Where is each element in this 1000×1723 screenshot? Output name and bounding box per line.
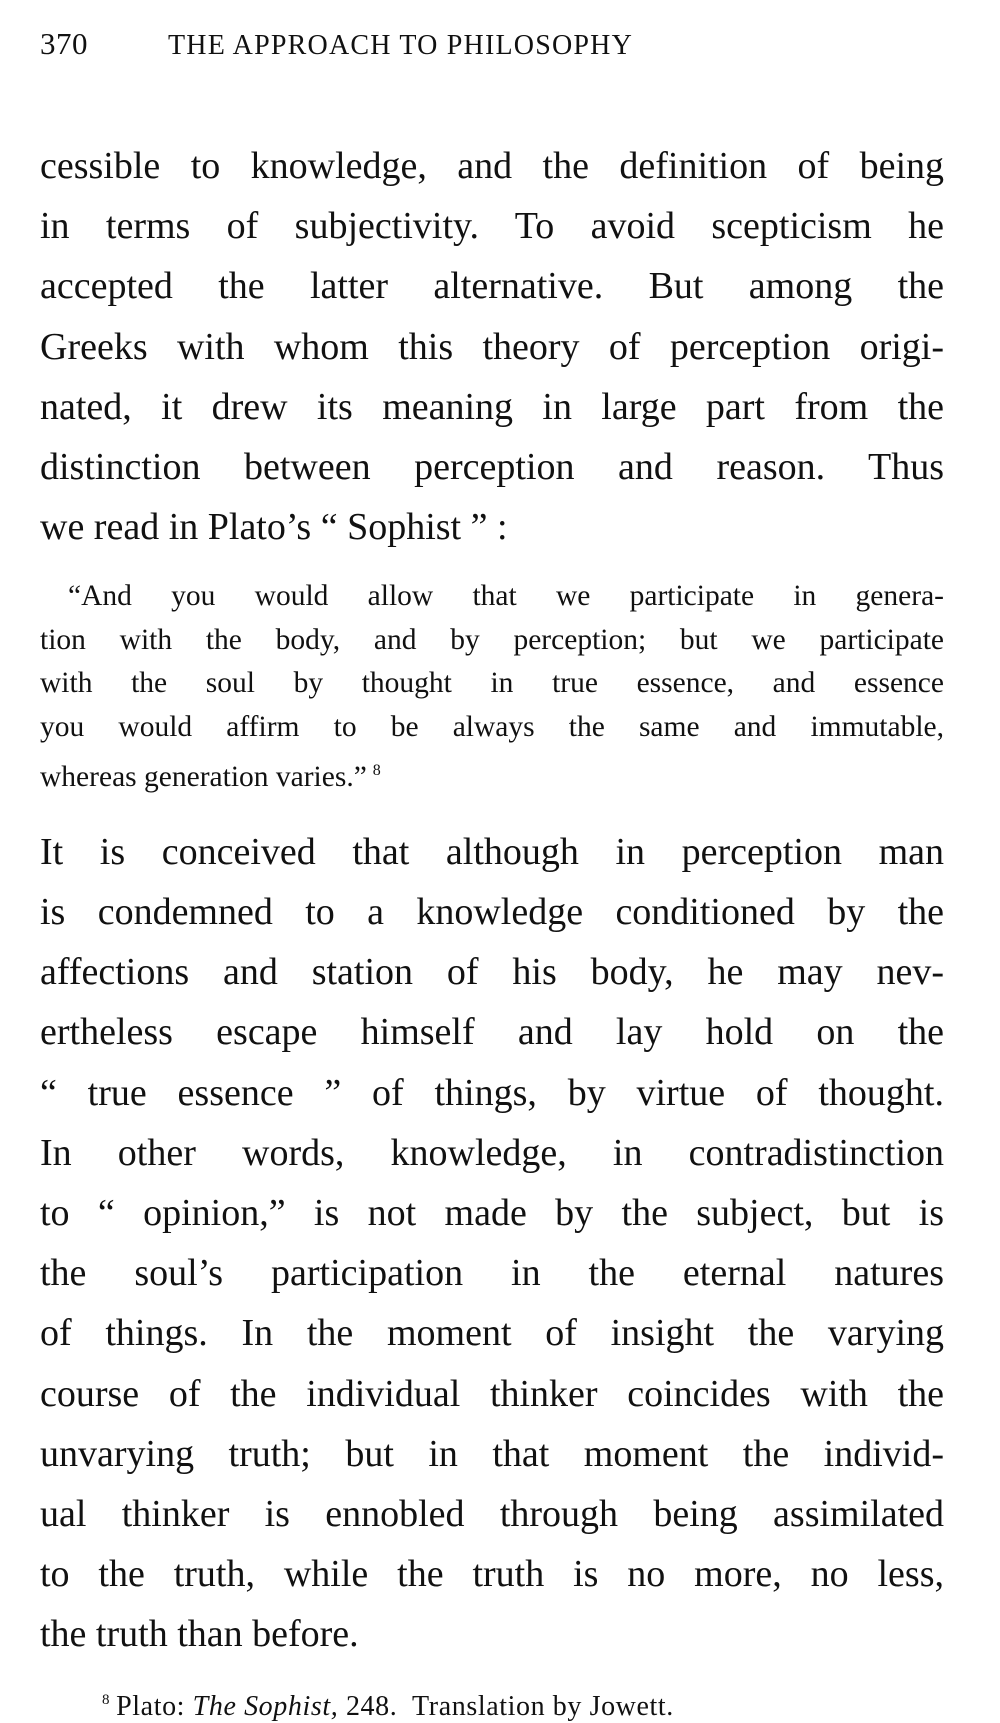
book-page: [40, 26, 944, 1723]
paragraph-line: of things. In the moment of insight the varying: [40, 1312, 944, 1355]
footnote: [40, 1691, 944, 1723]
paragraph-line: the truth than before.: [40, 1613, 359, 1656]
paragraph-line: nated, it drew its meaning in large part from the: [40, 385, 944, 428]
paragraph-line: In other words, knowledge, in contradistinction: [40, 1131, 944, 1174]
paragraph-line: affections and station of his body, he may nev-: [40, 951, 944, 994]
paragraph-line: the soul’s participation in the eternal natures: [40, 1252, 944, 1295]
page-number: 370: [40, 26, 88, 61]
quote-line: tion with the body, and by perception; but we participate: [40, 623, 944, 656]
footnote-mark: 8: [102, 1692, 111, 1709]
paragraph-line: in terms of subjectivity. To avoid scepticism he: [40, 205, 944, 248]
paragraph-line: to “ opinion,” is not made by the subject, but is: [40, 1191, 944, 1234]
quote-line: “And you would allow that we participate in genera-: [68, 580, 944, 613]
paragraph-line: cessible to knowledge, and the definition of being: [40, 145, 944, 187]
quote-line-text: whereas generation varies.”: [40, 761, 367, 794]
paragraph-line: “ true essence ” of things, by virtue of thought.: [40, 1071, 944, 1114]
footnote-work-title: The Sophist,: [192, 1690, 339, 1722]
paragraph-line: It is conceived that although in perception man: [40, 830, 944, 873]
paragraph-line: course of the individual thinker coincides with the: [40, 1372, 944, 1415]
footnote-author: Plato:: [116, 1690, 186, 1722]
paragraph-line: ertheless escape himself and lay hold on the: [40, 1011, 944, 1054]
running-head-title: THE APPROACH TO PHILOSOPHY: [168, 30, 634, 61]
quote-line-last: [40, 749, 944, 799]
paragraph-line: accepted the latter alternative. But among the: [40, 265, 944, 308]
footnote-location: 248.: [345, 1690, 398, 1722]
paragraph-line: unvarying truth; but in that moment the individ-: [40, 1432, 944, 1475]
paragraph-line: to the truth, while the truth is no more, no less,: [40, 1553, 944, 1596]
footnote-translation: Translation by Jowett.: [412, 1690, 674, 1722]
paragraph-line: ual thinker is ennobled through being assimilated: [40, 1492, 944, 1535]
block-quote: [40, 575, 944, 799]
running-head: [40, 26, 944, 78]
paragraph-line: distinction between perception and reason. Thus: [40, 446, 944, 489]
paragraph-line: we read in Plato’s “ Sophist ” :: [40, 506, 508, 549]
paragraph-line: is condemned to a knowledge conditioned by the: [40, 890, 944, 933]
quote-line: with the soul by thought in true essence, and essence: [40, 667, 944, 700]
paragraph-2: [40, 822, 944, 1665]
paragraph-1: [40, 136, 944, 557]
paragraph-line: Greeks with whom this theory of perception origi-: [40, 325, 944, 368]
quote-line: you would affirm to be always the same and immutable,: [40, 710, 944, 743]
footnote-reference: 8: [372, 762, 381, 780]
